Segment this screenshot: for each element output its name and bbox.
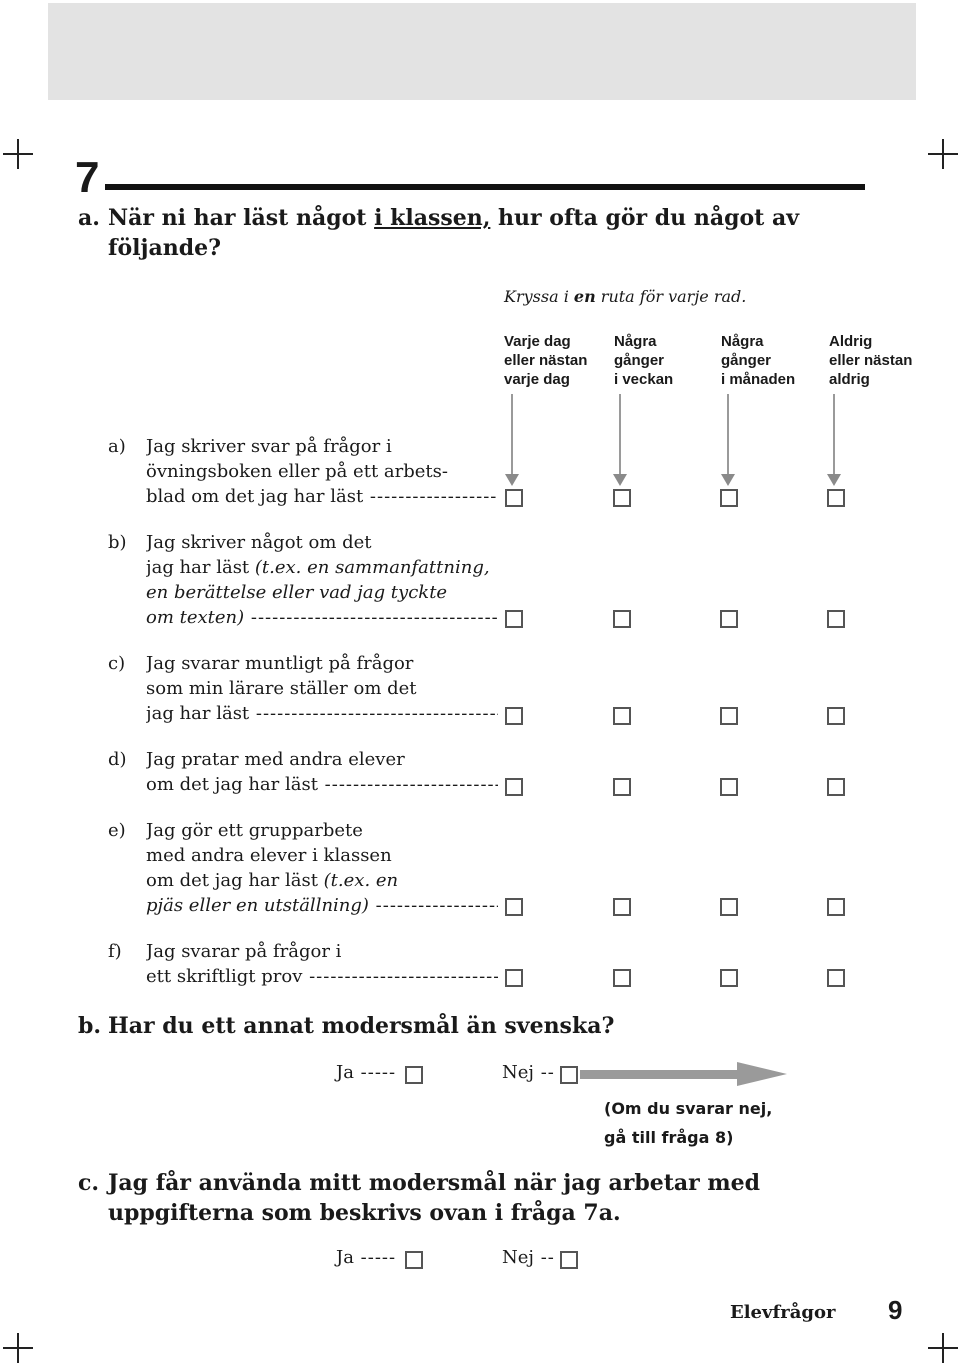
skip-arrow-icon <box>737 1062 787 1086</box>
item-e-italic: pjäs eller en utställning) <box>146 895 369 916</box>
item-f-checkbox-never[interactable] <box>827 969 845 987</box>
item-c-label: c) <box>108 653 126 674</box>
item-d-checkbox-weekly[interactable] <box>613 778 631 796</box>
item-a-checkbox-daily[interactable] <box>505 489 523 507</box>
item-b-checkbox-monthly[interactable] <box>720 610 738 628</box>
page-number: 9 <box>888 1295 903 1325</box>
item-b-line: Jag skriver något om det <box>146 532 372 553</box>
column-header-never: Aldrig eller nästan aldrig <box>829 333 913 388</box>
leader-dashes: -- <box>533 1062 555 1083</box>
item-f <box>108 939 498 989</box>
item-b <box>108 530 498 630</box>
instruction-bold: en <box>573 287 596 306</box>
part-a-heading <box>78 203 838 263</box>
item-a-checkbox-weekly[interactable] <box>613 489 631 507</box>
item-e-italic: (t.ex. en <box>323 870 399 891</box>
column-header-weekly: Några gånger i veckan <box>614 333 674 388</box>
item-f-label: f) <box>108 941 122 962</box>
part-b-no-option <box>502 1061 555 1085</box>
part-b-yes-option <box>336 1061 396 1085</box>
item-d-label: d) <box>108 749 127 770</box>
part-a-line-1-pre: När ni har läst något <box>108 205 375 231</box>
item-e-line <box>146 868 498 893</box>
column-pointer-line <box>619 394 621 474</box>
item-a-line: Jag skriver svar på frågor i <box>146 436 392 457</box>
item-b-line <box>146 555 498 580</box>
footer-label: Elevfrågor <box>730 1302 836 1323</box>
item-f-text: ett skriftligt prov <box>146 966 303 987</box>
part-a-letter: a. <box>78 205 100 231</box>
item-e-line: med andra elever i klassen <box>146 845 392 866</box>
item-e <box>108 818 498 918</box>
part-c-heading <box>78 1168 878 1228</box>
item-e-line: Jag gör ett grupparbete <box>146 820 363 841</box>
part-c-yes-checkbox[interactable] <box>405 1251 423 1269</box>
item-a-text: blad om det jag har läst <box>146 486 364 507</box>
item-c-line: som min lärare ställer om det <box>146 678 417 699</box>
item-b-text: jag har läst <box>146 557 255 578</box>
crop-mark-bottom-left <box>3 1333 33 1363</box>
item-c-checkbox-daily[interactable] <box>505 707 523 725</box>
item-c-checkbox-monthly[interactable] <box>720 707 738 725</box>
item-a-line-last <box>146 484 498 509</box>
item-e-checkbox-weekly[interactable] <box>613 898 631 916</box>
leader-dashes: ----- <box>353 1247 397 1268</box>
item-c-checkbox-never[interactable] <box>827 707 845 725</box>
part-a-line-2: följande? <box>108 235 221 261</box>
item-f-checkbox-monthly[interactable] <box>720 969 738 987</box>
column-header-daily: Varje dag eller nästan varje dag <box>504 333 588 388</box>
item-d <box>108 747 498 797</box>
item-a-checkbox-never[interactable] <box>827 489 845 507</box>
item-b-italic: en berättelse eller vad jag tyckte <box>146 582 448 603</box>
item-d-checkbox-never[interactable] <box>827 778 845 796</box>
part-b-no-checkbox[interactable] <box>560 1066 578 1084</box>
leader-dashes: ----- <box>353 1062 397 1083</box>
item-e-line-last <box>146 893 498 918</box>
column-pointer-line <box>833 394 835 474</box>
part-c-yes-option <box>336 1246 396 1270</box>
item-e-checkbox-never[interactable] <box>827 898 845 916</box>
item-a-line: övningsboken eller på ett arbets- <box>146 461 448 482</box>
column-pointer-line <box>727 394 729 474</box>
instruction-pre: Kryssa i <box>504 287 574 306</box>
part-c-line-1: Jag får använda mitt modersmål när jag arbetar med <box>108 1170 761 1196</box>
item-e-label: e) <box>108 820 126 841</box>
part-a-line-1-post: hur ofta gör du något av <box>490 205 799 231</box>
leader-dashes: -- <box>533 1247 555 1268</box>
item-e-checkbox-daily[interactable] <box>505 898 523 916</box>
item-c-line: Jag svarar muntligt på frågor <box>146 653 414 674</box>
item-b-line-last <box>146 605 498 630</box>
item-a-label: a) <box>108 436 126 457</box>
item-c <box>108 651 498 726</box>
column-pointer-arrow <box>613 474 627 486</box>
column-pointer-arrow <box>827 474 841 486</box>
item-f-checkbox-daily[interactable] <box>505 969 523 987</box>
item-a-checkbox-monthly[interactable] <box>720 489 738 507</box>
part-a-line-1 <box>108 203 838 233</box>
crop-mark-top-left <box>3 139 33 169</box>
item-d-line: Jag pratar med andra elever <box>146 749 405 770</box>
item-b-checkbox-weekly[interactable] <box>613 610 631 628</box>
item-d-line-last <box>146 772 498 797</box>
item-b-checkbox-daily[interactable] <box>505 610 523 628</box>
item-f-checkbox-weekly[interactable] <box>613 969 631 987</box>
column-header-monthly: Några gånger i månaden <box>721 333 796 388</box>
instruction <box>504 286 746 308</box>
item-b-italic: (t.ex. en sammanfattning, <box>254 557 490 578</box>
item-e-checkbox-monthly[interactable] <box>720 898 738 916</box>
item-b-label: b) <box>108 532 127 553</box>
column-pointer-arrow <box>505 474 519 486</box>
part-b-letter: b. <box>78 1013 102 1039</box>
part-c-no-label: Nej <box>502 1247 534 1268</box>
part-b-yes-checkbox[interactable] <box>405 1066 423 1084</box>
item-a <box>108 434 498 509</box>
skip-note: (Om du svarar nej, gå till fråga 8) <box>604 1099 773 1147</box>
item-d-text: om det jag har läst <box>146 774 318 795</box>
part-c-yes-label: Ja <box>336 1247 354 1268</box>
item-f-line: Jag svarar på frågor i <box>146 941 342 962</box>
item-f-line-last <box>146 964 498 989</box>
skip-arrow-shaft <box>580 1070 740 1079</box>
item-c-checkbox-weekly[interactable] <box>613 707 631 725</box>
part-c-letter: c. <box>78 1170 100 1196</box>
item-d-checkbox-daily[interactable] <box>505 778 523 796</box>
item-c-line-last <box>146 701 498 726</box>
item-b-checkbox-never[interactable] <box>827 610 845 628</box>
part-b-yes-label: Ja <box>336 1062 354 1083</box>
header-band <box>48 3 916 100</box>
part-b-heading <box>78 1011 778 1041</box>
part-b-no-label: Nej <box>502 1062 534 1083</box>
part-c-no-option <box>502 1246 555 1270</box>
instruction-post: ruta för varje rad. <box>595 287 747 306</box>
item-e-text: om det jag har läst <box>146 870 324 891</box>
part-c-no-checkbox[interactable] <box>560 1251 578 1269</box>
item-c-text: jag har läst <box>146 703 250 724</box>
part-b-question: Har du ett annat modersmål än svenska? <box>108 1013 615 1039</box>
crop-mark-bottom-right <box>928 1333 958 1363</box>
item-b-line <box>146 580 498 605</box>
part-c-line-2: uppgifterna som beskrivs ovan i fråga 7a. <box>108 1200 621 1226</box>
crop-mark-top-right <box>928 139 958 169</box>
column-pointer-arrow <box>721 474 735 486</box>
item-d-checkbox-monthly[interactable] <box>720 778 738 796</box>
item-b-italic: om texten) <box>146 607 245 628</box>
column-pointer-line <box>511 394 513 474</box>
question-rule <box>105 184 865 190</box>
part-a-underlined: i klassen, <box>374 205 491 231</box>
question-number: 7 <box>75 153 100 202</box>
